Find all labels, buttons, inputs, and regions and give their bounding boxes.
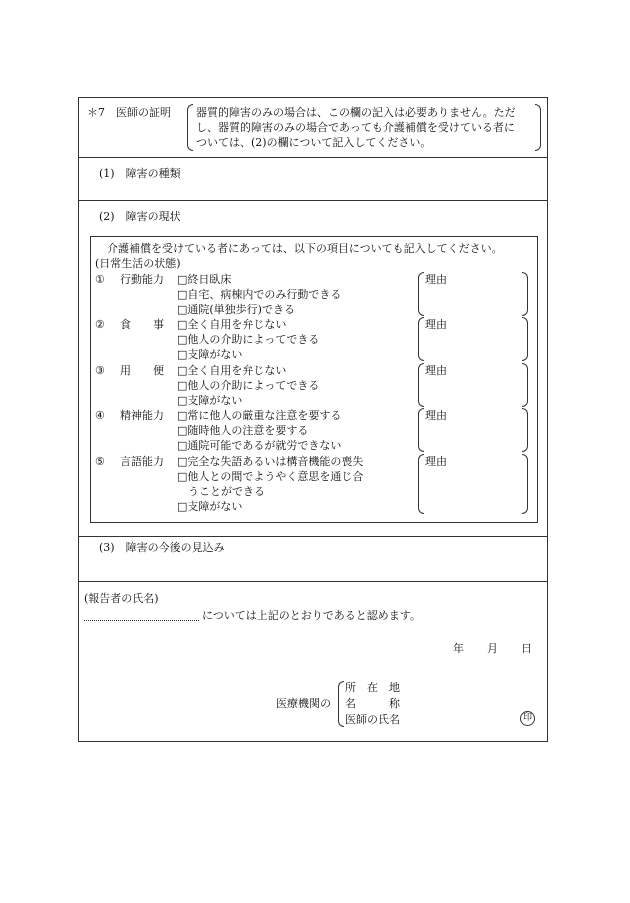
date-day: 日 xyxy=(521,642,532,655)
divider-3 xyxy=(78,536,548,537)
item-4-name: 精神能力 xyxy=(120,409,164,422)
item-1-name: 行動能力 xyxy=(120,273,164,286)
reporter-name-line[interactable] xyxy=(84,620,199,621)
reason-2-bracket-left xyxy=(418,317,424,361)
s2-intro: 介護補償を受けている者にあっては、以下の項目についても記入してください。 xyxy=(107,242,503,255)
item-5-num: ⑤ xyxy=(95,455,105,468)
item-1-option-2[interactable]: □自宅、病棟内でのみ行動できる xyxy=(177,288,342,301)
item-2-option-3[interactable]: □支障がない xyxy=(177,348,243,361)
section7-label: ＊7 医師の証明 xyxy=(87,106,171,119)
reason-3-bracket-left xyxy=(418,363,424,407)
item-3-name: 用 便 xyxy=(120,364,164,377)
item-5-option-2-cont: うことができる xyxy=(177,485,265,498)
item-2-option-1[interactable]: □全く自用を弁じない xyxy=(177,318,287,331)
reason-3-label[interactable]: 理由 xyxy=(425,364,447,377)
seal-mark: 印 xyxy=(520,711,535,726)
note-bracket-right xyxy=(535,104,541,151)
item-5-option-3[interactable]: □支障がない xyxy=(177,500,243,513)
item-2-name: 食 事 xyxy=(120,318,164,331)
date-month: 月 xyxy=(487,642,498,655)
reason-4-label[interactable]: 理由 xyxy=(425,409,447,422)
reason-4-bracket-left xyxy=(418,408,424,452)
institution-label: 医療機関の xyxy=(276,697,331,710)
reason-5-bracket-right xyxy=(522,454,528,514)
item-3-num: ③ xyxy=(95,364,105,377)
item-1-num: ① xyxy=(95,273,105,286)
divider-2 xyxy=(78,200,548,201)
s2-subheading: (日常生活の状態) xyxy=(95,257,181,270)
institution-doctor[interactable]: 医師の氏名 xyxy=(345,713,400,726)
s3-label: (3) 障害の今後の見込み xyxy=(99,541,225,554)
s2-label: (2) 障害の現状 xyxy=(99,210,181,223)
reason-4-bracket-right xyxy=(522,408,528,452)
item-4-num: ④ xyxy=(95,409,105,422)
item-5-option-1[interactable]: □完全な失語あるいは構音機能の喪失 xyxy=(177,455,364,468)
note-bracket-left xyxy=(187,104,193,151)
date-year: 年 xyxy=(453,642,464,655)
item-2-num: ② xyxy=(95,318,105,331)
reason-1-bracket-left xyxy=(418,272,424,316)
s1-label: (1) 障害の種類 xyxy=(99,167,181,180)
reason-5-label[interactable]: 理由 xyxy=(425,455,447,468)
item-1-option-3[interactable]: □通院(単独歩行)できる xyxy=(177,303,295,316)
item-3-option-3[interactable]: □支障がない xyxy=(177,394,243,407)
item-4-option-3[interactable]: □通院可能であるが就労できない xyxy=(177,439,342,452)
reason-1-label[interactable]: 理由 xyxy=(425,273,447,286)
institution-bracket xyxy=(338,681,344,727)
reporter-label: (報告者の氏名) xyxy=(84,592,159,605)
reason-5-bracket-left xyxy=(418,454,424,514)
item-4-option-2[interactable]: □随時他人の注意を要する xyxy=(177,424,309,437)
divider-1 xyxy=(78,157,548,158)
divider-4 xyxy=(78,581,548,582)
institution-name[interactable]: 名 称 xyxy=(345,697,400,710)
note-line-1: 器質的障害のみの場合は、この欄の記入は必要ありません。ただ xyxy=(196,106,516,119)
note-line-3: ついては、(2)の欄について記入してください。 xyxy=(196,136,432,149)
item-5-option-2[interactable]: □他人との間でようやく意思を通じ合 xyxy=(177,470,364,483)
reason-2-label[interactable]: 理由 xyxy=(425,318,447,331)
item-4-option-1[interactable]: □常に他人の厳重な注意を要する xyxy=(177,409,342,422)
reason-2-bracket-right xyxy=(522,317,528,361)
item-5-name: 言語能力 xyxy=(120,455,164,468)
reason-1-bracket-right xyxy=(522,272,528,316)
item-2-option-2[interactable]: □他人の介助によってできる xyxy=(177,333,320,346)
item-3-option-2[interactable]: □他人の介助によってできる xyxy=(177,379,320,392)
item-1-option-1[interactable]: □終日臥床 xyxy=(177,273,232,286)
reporter-statement: については上記のとおりであると認めます。 xyxy=(202,609,421,622)
reason-3-bracket-right xyxy=(522,363,528,407)
note-line-2: し、器質的障害のみの場合であっても介護補償を受けている者に xyxy=(196,121,515,134)
item-3-option-1[interactable]: □全く自用を弁じない xyxy=(177,364,287,377)
institution-address[interactable]: 所 在 地 xyxy=(345,681,400,694)
